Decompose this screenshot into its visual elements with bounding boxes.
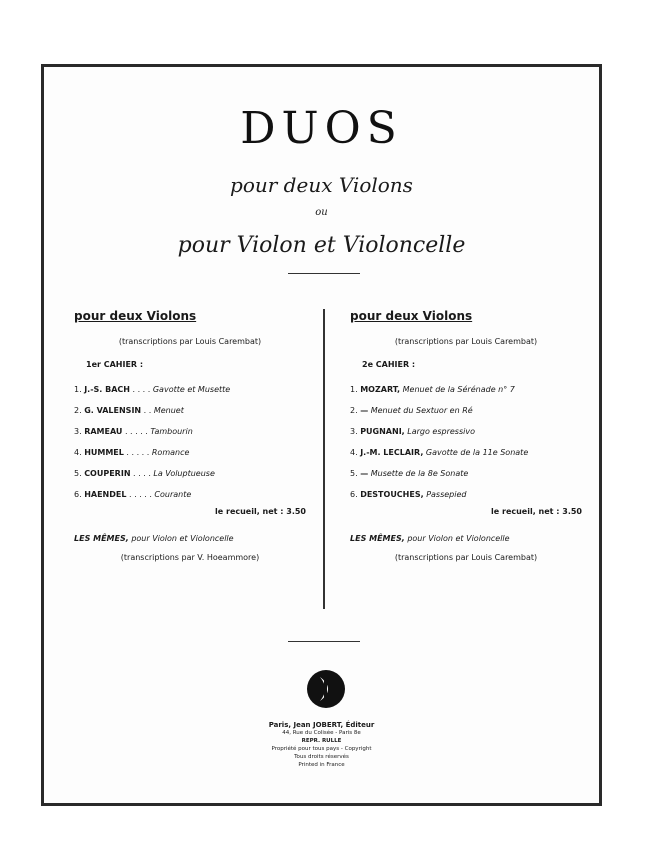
item-composer: J.-S. BACH: [84, 385, 130, 394]
item-composer: MOZART,: [360, 385, 401, 394]
item-composer: G. VALENSIN: [84, 406, 142, 415]
list-item: [350, 484, 582, 505]
left-transcription-note: (transcriptions par Louis Carembat): [118, 337, 262, 346]
left-transcription-note-2: (transcriptions par V. Hoeammore): [120, 553, 260, 562]
column-divider: [323, 309, 325, 609]
item-leader: . . . . .: [123, 448, 152, 457]
item-work: Courante: [154, 490, 192, 499]
item-number: 1.: [350, 385, 358, 394]
item-composer: HAENDEL: [84, 490, 127, 499]
item-composer: —: [360, 406, 369, 415]
publisher-line-3: REPR. RULLE: [301, 738, 342, 744]
item-composer: DESTOUCHES,: [360, 490, 424, 499]
list-item: [350, 421, 582, 442]
item-work: Largo espressivo: [407, 427, 475, 436]
item-number: 6.: [74, 490, 82, 499]
left-column: [74, 309, 306, 562]
publisher-copyright: Propriété pour tous pays - Copyright: [271, 746, 372, 752]
item-work: Passepied: [426, 490, 467, 499]
printed-in: Printed in France: [298, 762, 345, 768]
item-composer: HUMMEL: [84, 448, 124, 457]
right-column-heading: pour deux Violons: [350, 309, 473, 323]
item-number: 5.: [74, 469, 82, 478]
item-leader: . . . . .: [122, 427, 151, 436]
item-leader: . .: [141, 406, 154, 415]
item-number: 1.: [74, 385, 82, 394]
publisher-imprint: [44, 721, 599, 769]
right-column: [350, 309, 582, 562]
item-work: Menuet de la Sérénade n° 7: [402, 385, 515, 394]
left-price: le recueil, net : 3.50: [215, 507, 306, 516]
list-item: [350, 442, 582, 463]
right-item-list: [350, 379, 582, 505]
subtitle-connector: ou: [315, 207, 328, 218]
list-item: [74, 442, 306, 463]
right-transcription-note-2: (transcriptions par Louis Carembat): [394, 553, 538, 562]
list-item: [74, 484, 306, 505]
publisher-name: Paris, Jean JOBERT, Éditeur: [268, 721, 375, 729]
item-number: 2.: [350, 406, 358, 415]
item-work: Gavotte de la 11e Sonate: [425, 448, 529, 457]
left-column-heading: pour deux Violons: [74, 309, 197, 323]
menes-instruments: pour Violon et Violoncelle: [131, 534, 234, 543]
item-number: 6.: [350, 490, 358, 499]
list-item: [74, 421, 306, 442]
item-number: 3.: [350, 427, 358, 436]
left-item-list: [74, 379, 306, 505]
page-title: DUOS: [240, 103, 403, 154]
item-composer: RAMEAU: [84, 427, 123, 436]
title-divider: [288, 273, 360, 274]
item-work: Menuet du Sextuor en Ré: [370, 406, 473, 415]
item-leader: . . . .: [129, 385, 153, 394]
item-number: 3.: [74, 427, 82, 436]
list-item: [74, 379, 306, 400]
item-leader: . . . . .: [126, 490, 155, 499]
list-item: [350, 379, 582, 400]
right-menes-line: [350, 534, 582, 543]
item-work: Romance: [151, 448, 190, 457]
item-composer: J.-M. LECLAIR,: [360, 448, 424, 457]
left-cahier-label: 1er CAHIER :: [86, 360, 144, 369]
left-menes-line: [74, 534, 306, 543]
title-page-frame: [41, 64, 602, 806]
item-work: Musette de la 8e Sonate: [370, 469, 469, 478]
item-composer: COUPERIN: [84, 469, 131, 478]
menes-title: LES MÊMES,: [350, 534, 405, 543]
list-item: [350, 463, 582, 484]
subtitle-violin-cello: pour Violon et Violoncelle: [177, 233, 466, 258]
item-composer: —: [360, 469, 369, 478]
publisher-address: 44, Rue du Colisée - Paris 8e: [282, 730, 361, 736]
publisher-rights: Tous droits réservés: [294, 754, 349, 760]
item-number: 5.: [350, 469, 358, 478]
publisher-logo-icon: [306, 669, 346, 709]
item-number: 4.: [74, 448, 82, 457]
footer-divider: [288, 641, 360, 642]
item-number: 2.: [74, 406, 82, 415]
item-composer: PUGNANI,: [360, 427, 405, 436]
list-item: [74, 463, 306, 484]
item-work: Tambourin: [150, 427, 193, 436]
item-leader: . . . .: [130, 469, 154, 478]
list-item: [350, 400, 582, 421]
right-price: le recueil, net : 3.50: [491, 507, 582, 516]
menes-title: LES MÊMES,: [74, 534, 129, 543]
item-number: 4.: [350, 448, 358, 457]
item-work: Menuet: [153, 406, 184, 415]
subtitle-two-violins: pour deux Violons: [230, 173, 413, 197]
right-cahier-label: 2e CAHIER :: [362, 360, 416, 369]
right-transcription-note: (transcriptions par Louis Carembat): [394, 337, 538, 346]
menes-instruments: pour Violon et Violoncelle: [407, 534, 510, 543]
item-work: La Voluptueuse: [153, 469, 215, 478]
list-item: [74, 400, 306, 421]
item-work: Gavotte et Musette: [152, 385, 231, 394]
